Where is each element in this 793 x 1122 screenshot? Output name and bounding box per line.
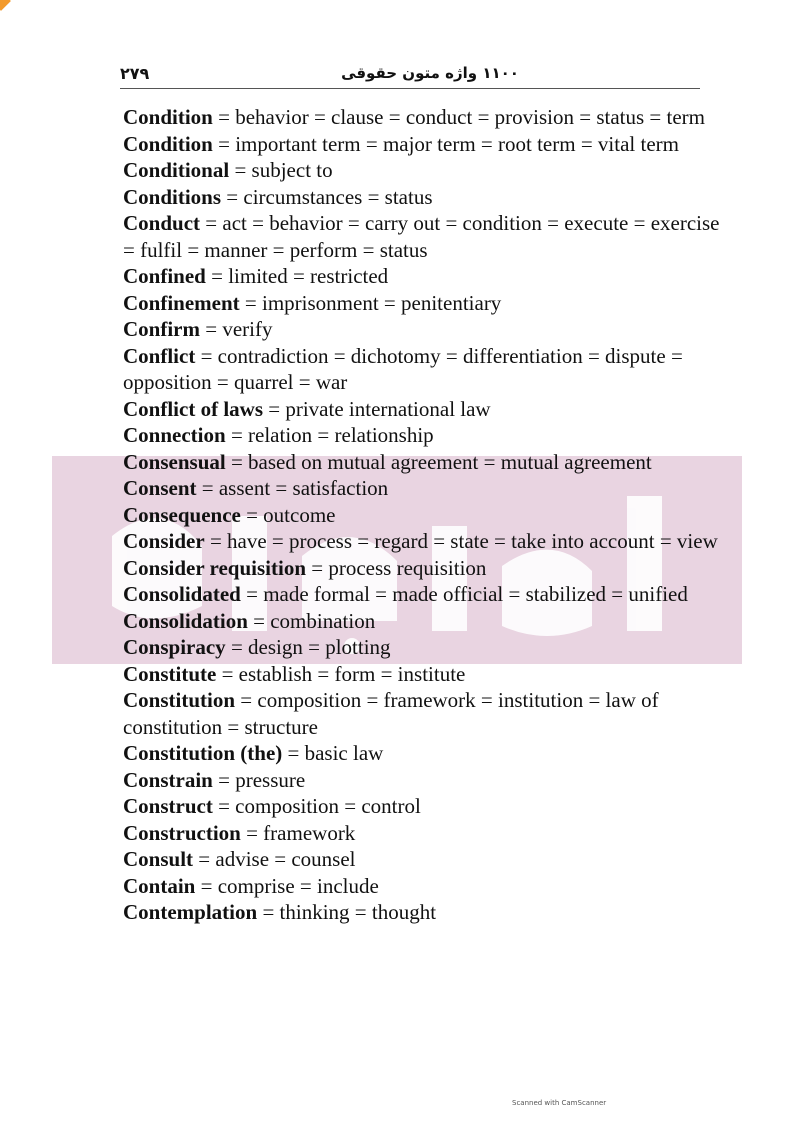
glossary-entry: [123, 767, 723, 794]
entry-term: Constitution: [123, 688, 236, 712]
entry-definition: = comprise = include: [195, 873, 379, 898]
entry-definition: = composition = framework = institution = law of constitution = structure: [123, 688, 659, 739]
entry-term: Confinement: [123, 290, 240, 315]
entry-term: Conduct: [123, 211, 201, 235]
glossary-entry: [123, 634, 723, 661]
entry-term: Construct: [123, 794, 213, 818]
glossary-entry: [123, 184, 723, 211]
page-header: [120, 62, 700, 92]
glossary-entry: [123, 449, 723, 476]
glossary-entry: [123, 475, 723, 502]
entry-term: Consider: [123, 529, 205, 553]
entry-term: Consensual: [123, 449, 226, 474]
glossary-entry: [123, 555, 723, 582]
glossary-entry: [123, 210, 723, 263]
entry-term: Constrain: [123, 767, 213, 792]
glossary-entry: [123, 422, 723, 449]
entry-definition: = made formal = made official = stabilized = unified: [240, 582, 688, 606]
entry-definition: = advise = counsel: [193, 847, 356, 871]
entry-definition: = thinking = thought: [257, 900, 437, 924]
entry-definition: = imprisonment = penitentiary: [239, 290, 502, 315]
glossary-entry: [123, 396, 723, 423]
entry-term: Conditions: [123, 184, 222, 209]
entry-definition: = have = process = regard = state = take into account = view: [204, 529, 718, 553]
entry-term: Consult: [123, 847, 194, 871]
glossary-entries: [123, 104, 723, 926]
entry-term: Confined: [123, 264, 206, 288]
glossary-entry: [123, 157, 723, 184]
entry-definition: = circumstances = status: [221, 184, 433, 209]
entry-definition: = based on mutual agreement = mutual agreement: [225, 449, 652, 474]
entry-definition: = subject to: [229, 158, 333, 182]
entry-definition: = private international law: [263, 396, 491, 421]
entry-definition: = act = behavior = carry out = condition = execute = exercise = fulfil = manner = perform = status: [123, 211, 720, 262]
entry-term: Confirm: [123, 317, 200, 341]
glossary-entry: [123, 661, 723, 688]
book-title: ۱۱۰۰ واژه متون حقوقی: [341, 64, 519, 82]
entry-term: Connection: [123, 423, 226, 447]
glossary-entry: [123, 316, 723, 343]
glossary-entry: [123, 820, 723, 847]
glossary-entry: [123, 740, 723, 767]
glossary-entry: [123, 581, 723, 608]
entry-definition: = process requisition: [306, 555, 487, 580]
entry-term: Contain: [123, 873, 196, 898]
glossary-entry: [123, 873, 723, 900]
entry-definition: = establish = form = institute: [216, 661, 466, 686]
glossary-entry: [123, 131, 723, 158]
entry-definition: = composition = control: [212, 794, 421, 818]
entry-term: Conflict of laws: [123, 396, 263, 421]
glossary-entry: [123, 793, 723, 820]
glossary-entry: [123, 343, 723, 396]
entry-definition: = combination: [247, 608, 376, 633]
header-rule: [120, 88, 700, 89]
entry-definition: = important term = major term = root term = vital term: [212, 131, 679, 156]
entry-term: Conflict: [123, 343, 196, 368]
glossary-entry: [123, 290, 723, 317]
entry-term: Consider requisition: [123, 555, 307, 580]
entry-term: Condition: [123, 105, 213, 129]
scan-footer: Scanned with CamScanner: [512, 1099, 607, 1107]
page-number: ۲۷۹: [120, 64, 150, 83]
entry-definition: = outcome: [240, 502, 336, 527]
entry-definition: = pressure: [212, 767, 306, 792]
entry-term: Consolidated: [123, 582, 241, 606]
entry-definition: = design = plotting: [225, 635, 391, 659]
glossary-entry: [123, 899, 723, 926]
entry-definition: = verify: [200, 317, 273, 341]
entry-term: Consent: [123, 476, 197, 500]
glossary-entry: [123, 846, 723, 873]
entry-definition: = framework: [240, 820, 356, 845]
glossary-entry: [123, 104, 723, 131]
glossary-entry: [123, 263, 723, 290]
entry-term: Constitute: [123, 661, 217, 686]
entry-term: Conspiracy: [123, 635, 226, 659]
entry-definition: = basic law: [282, 741, 384, 765]
entry-term: Consequence: [123, 502, 241, 527]
glossary-entry: [123, 608, 723, 635]
entry-term: Condition: [123, 131, 213, 156]
glossary-entry: [123, 528, 723, 555]
entry-term: Consolidation: [123, 608, 248, 633]
entry-definition: = contradiction = dichotomy = differentiation = dispute = opposition = quarrel = war: [123, 343, 683, 394]
entry-term: Construction: [123, 820, 241, 845]
entry-term: Conditional: [123, 158, 230, 182]
entry-definition: = limited = restricted: [205, 264, 389, 288]
glossary-entry: [123, 502, 723, 529]
entry-term: Contemplation: [123, 900, 258, 924]
corner-mark: [0, 0, 14, 14]
entry-definition: = assent = satisfaction: [196, 476, 389, 500]
entry-term: Constitution (the): [123, 741, 283, 765]
entry-definition: = behavior = clause = conduct = provision = status = term: [212, 105, 706, 129]
entry-definition: = relation = relationship: [225, 423, 434, 447]
glossary-entry: [123, 687, 723, 740]
